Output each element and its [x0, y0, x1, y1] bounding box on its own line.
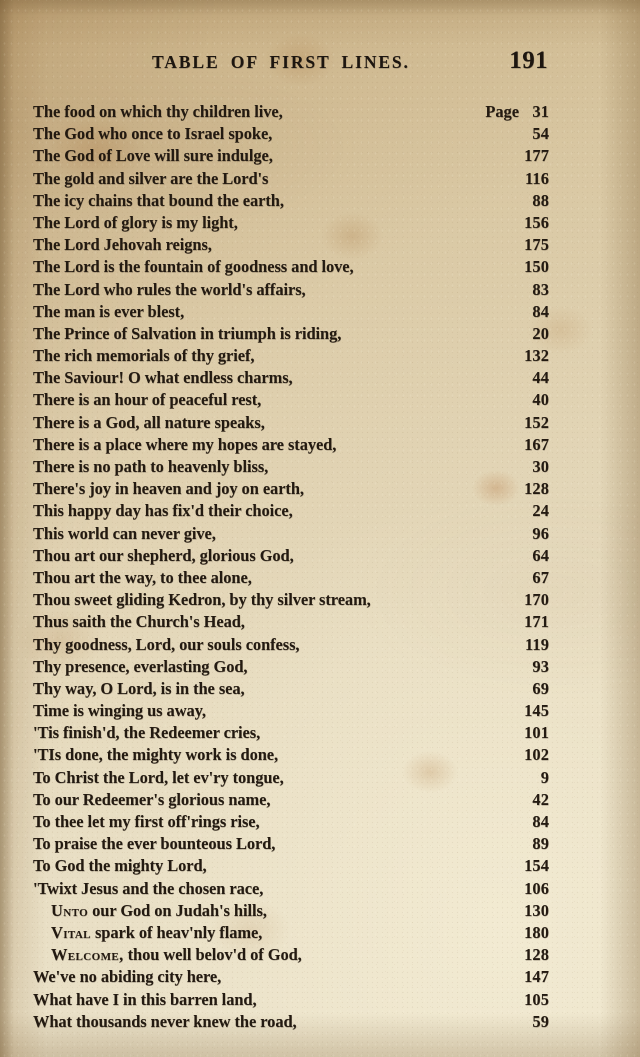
index-entry-first-line: There is a place where my hopes are stayed, [33, 434, 337, 454]
index-entry-page-number: 84 [532, 812, 549, 831]
index-entry-first-line: The Lord Jehovah reigns, [33, 235, 212, 255]
index-entry [33, 412, 549, 434]
index-entry [33, 855, 549, 877]
index-entry-first-line: The Prince of Salvation in triumph is riding, [33, 323, 342, 343]
index-entry [33, 367, 549, 389]
index-entry [33, 323, 549, 345]
index-entry-first-line: The Lord who rules the world's affairs, [33, 279, 306, 299]
index-entry [33, 190, 549, 212]
index-entry-page-number: 24 [532, 501, 549, 521]
index-entry-page-number: 128 [524, 945, 549, 965]
index-entry-first-line: Thou sweet gliding Kedron, by thy silver stream, [33, 590, 371, 610]
index-entry-page-number: 171 [524, 612, 549, 632]
index-entry-first-line: Thy presence, everlasting God, [33, 656, 248, 676]
index-entry-page-number: 180 [524, 922, 549, 942]
index-entry [33, 212, 549, 234]
index-entry-first-line: The Lord is the fountain of goodness and love, [33, 257, 354, 277]
index-entry-first-line: To Christ the Lord, let ev'ry tongue, [33, 767, 284, 787]
index-entry [33, 256, 549, 278]
index-entry-first-line: To thee let my first off'rings rise, [33, 812, 260, 831]
index-entry [33, 900, 549, 922]
index-entry-page-number: 101 [524, 723, 549, 743]
index-entry-first-line: The Lord of glory is my light, [33, 212, 238, 232]
index-entry-page-number: 147 [524, 967, 549, 987]
index-entry-first-line: The food on which thy children live, [33, 102, 283, 121]
index-entry [33, 944, 549, 966]
index-entry-first-line: The rich memorials of thy grief, [33, 346, 255, 366]
index-entry-first-line: 'Tis finish'd, the Redeemer cries, [33, 723, 261, 743]
index-entry [33, 345, 549, 367]
index-entry [33, 678, 549, 700]
index-entry [33, 722, 549, 744]
index-entry [33, 434, 549, 456]
index-entry-first-line: 'Twixt Jesus and the chosen race, [33, 878, 264, 898]
index-entry [33, 301, 549, 323]
index-entry [33, 168, 549, 190]
index-entry-page-number: 89 [532, 834, 549, 854]
index-entry-first-line: The icy chains that bound the earth, [33, 190, 284, 210]
index-entry-first-line: The Saviour! O what endless charms, [33, 368, 293, 388]
index-entry [33, 878, 549, 900]
index-entry [33, 389, 549, 411]
index-entry-page-number: 130 [524, 900, 549, 920]
index-entry [33, 989, 549, 1011]
index-entry-page-number: 177 [524, 146, 549, 166]
index-entry-first-line: The God of Love will sure indulge, [33, 146, 273, 166]
index-entry-first-line: Time is winging us away, [33, 701, 206, 721]
index-entry-page-number: 96 [532, 523, 549, 543]
index-entry-page-number: 40 [532, 390, 549, 410]
index-entry [33, 123, 549, 145]
index-entry-first-line: Vital spark of heav'nly flame, [51, 922, 263, 942]
index-entry-page-number: 84 [532, 301, 549, 321]
index-entry-first-line: The God who once to Israel spoke, [33, 124, 273, 144]
index-entry-page-number: 69 [532, 678, 549, 698]
index-entry-first-line: The gold and silver are the Lord's [33, 168, 269, 188]
running-head-title: TABLE OF FIRST LINES. [152, 52, 410, 72]
index-entry-page-number: 102 [524, 745, 549, 765]
index-entry-page-number: 132 [524, 346, 549, 366]
index-entry-first-line: There's joy in heaven and joy on earth, [33, 479, 304, 499]
index-entry-page-number: 167 [524, 434, 549, 454]
index-entry-page-number: 54 [532, 124, 549, 144]
index-entry-first-line: Thy goodness, Lord, our souls confess, [33, 634, 300, 654]
index-entry [33, 500, 549, 522]
index-entry [33, 279, 549, 301]
index-entry [33, 966, 549, 988]
small-caps-lead-word: Welcome, [51, 945, 124, 965]
index-entry-page-number: 59 [532, 1011, 549, 1031]
index-entry-first-line: Thou art the way, to thee alone, [33, 567, 252, 587]
index-entry-first-line: We've no abiding city here, [33, 967, 222, 987]
index-entry-page-number: 44 [532, 368, 549, 388]
index-entry-page-number: 42 [532, 789, 549, 809]
index-entry-page-number: 119 [525, 634, 549, 654]
index-entry-first-line: This world can never give, [33, 523, 216, 543]
index-entry-page-number: 152 [524, 412, 549, 432]
index-entry-page-number: 83 [532, 279, 549, 299]
first-lines-index [33, 101, 549, 1033]
index-entry-first-line: What thousands never knew the road, [33, 1011, 297, 1031]
index-entry [33, 234, 549, 256]
index-entry [33, 1011, 549, 1033]
index-entry-first-line: Welcome, thou well belov'd of God, [51, 945, 302, 965]
index-entry [33, 922, 549, 944]
index-entry-first-line: There is a God, all nature speaks, [33, 412, 265, 432]
index-entry-page-number: 9 [540, 767, 549, 787]
index-entry-first-line: To our Redeemer's glorious name, [33, 789, 271, 809]
index-entry [33, 611, 549, 633]
index-entry-first-line: Thus saith the Church's Head, [33, 612, 245, 632]
index-entry [33, 456, 549, 478]
index-entry-first-line: There is an hour of peaceful rest, [33, 390, 262, 410]
index-entry [33, 656, 549, 678]
index-entry-first-line: Thy way, O Lord, is in the sea, [33, 678, 245, 698]
index-entry-first-line: What have I in this barren land, [33, 989, 257, 1009]
index-entry [33, 545, 549, 567]
small-caps-lead-word: Unto [51, 900, 89, 920]
index-entry-page-number: 30 [532, 457, 549, 476]
index-entry [33, 101, 549, 123]
index-entry-page-number: 88 [532, 190, 549, 210]
index-entry-page-number: 154 [524, 856, 549, 876]
index-entry-first-line: To God the mighty Lord, [33, 856, 207, 876]
index-entry-page-number: 67 [532, 567, 549, 587]
index-entry-page-number: 145 [524, 701, 549, 721]
index-entry-page-number: 170 [524, 590, 549, 610]
index-entry [33, 589, 549, 611]
index-entry-page-number: 64 [532, 545, 549, 565]
index-entry-page-number: 31 [532, 102, 549, 121]
index-entry [33, 700, 549, 722]
index-entry [33, 744, 549, 766]
index-entry [33, 145, 549, 167]
index-entry-page-number: 93 [532, 656, 549, 676]
running-head [0, 47, 640, 82]
index-entry-first-line: The man is ever blest, [33, 301, 185, 321]
index-entry-first-line: 'TIs done, the mighty work is done, [33, 745, 279, 765]
index-entry-page-number: 156 [524, 212, 549, 232]
index-entry-page-number: 106 [524, 878, 549, 898]
index-entry-first-line: Thou art our shepherd, glorious God, [33, 545, 294, 565]
index-entry [33, 523, 549, 545]
index-entry-first-line: There is no path to heavenly bliss, [33, 457, 269, 476]
index-entry [33, 478, 549, 500]
index-entry-page-number: 150 [524, 257, 549, 277]
index-entry-page-number: 105 [524, 989, 549, 1009]
index-entry [33, 811, 549, 833]
index-entry-page-number: 128 [524, 479, 549, 499]
index-entry-first-line: Unto our God on Judah's hills, [51, 900, 267, 920]
index-entry [33, 634, 549, 656]
small-caps-lead-word: Vital [51, 922, 91, 942]
index-entry-first-line: To praise the ever bounteous Lord, [33, 834, 276, 854]
index-entry [33, 833, 549, 855]
page-column-label: Page [485, 102, 519, 121]
index-entry-page-number: 175 [524, 235, 549, 255]
index-entry-first-line: This happy day has fix'd their choice, [33, 501, 293, 521]
index-entry [33, 789, 549, 811]
page-folio-number: 191 [509, 47, 548, 74]
index-entry-page-number: 20 [532, 323, 549, 343]
index-entry [33, 767, 549, 789]
index-entry-page-number: 116 [525, 168, 549, 188]
index-entry [33, 567, 549, 589]
